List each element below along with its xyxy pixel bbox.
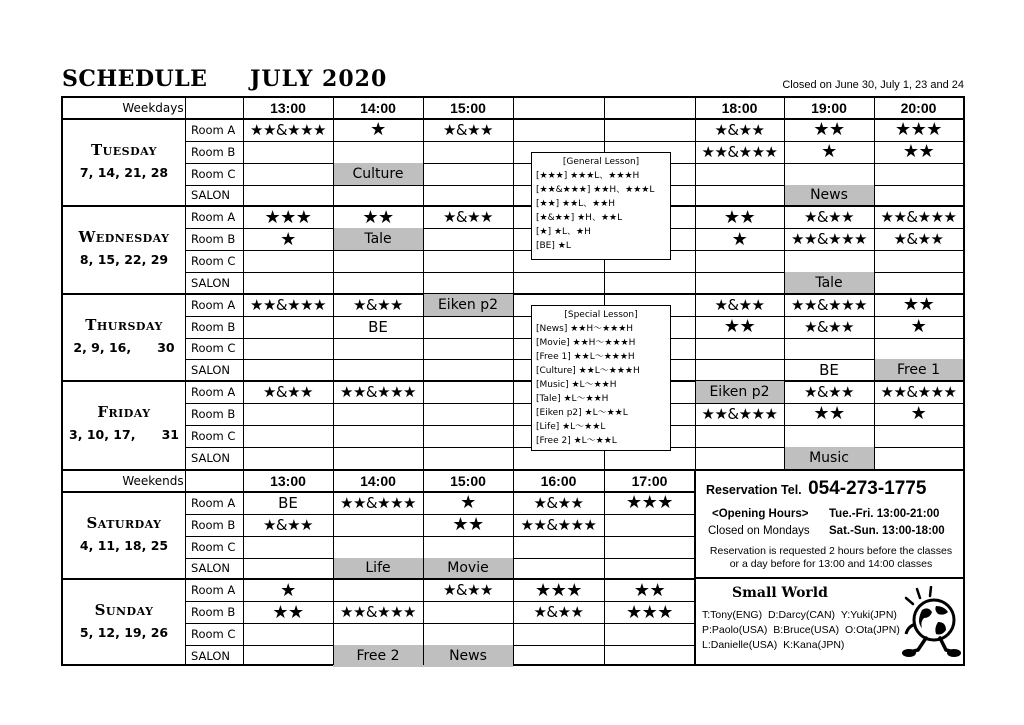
class-cell: Life [333,558,423,580]
legend-line: [★★★] ★★★L、★★★H [536,171,640,181]
weekday-hours: Tue.-Fri. 13:00-21:00 [829,508,940,520]
room-label: Room A [191,385,236,400]
room-label: Room B [191,232,236,247]
col-divider [695,97,697,469]
empty-cell [333,514,423,536]
teacher: P:Paolo(USA) [702,624,768,636]
legend-line: [Eiken p2] ★L～★★L [536,408,628,418]
day-dates: 5, 12, 19, 26 [79,625,169,641]
day-label [63,403,185,442]
class-cell: Eiken p2 [423,294,513,316]
day-name: Thursday [85,315,163,334]
panel-divider [695,577,963,580]
empty-cell [243,536,333,558]
empty-cell [874,425,963,447]
class-cell: ★★&★★★ [701,142,778,161]
room-label: SALON [191,275,231,290]
col-divider [243,470,245,665]
empty-cell [604,514,695,536]
legend-line: [Culture] ★★L～★★★H [536,366,640,376]
class-cell: ★&★★ [352,295,404,314]
legend-line: [Music] ★L～★★H [536,380,617,390]
empty-cell [784,338,874,360]
globe-mascot-icon [900,586,962,662]
class-cell: ★&★★ [262,515,314,534]
class-cell: ★★&★★★ [701,404,778,423]
class-cell: ★★&★★★ [791,230,867,249]
class-cell: ★★&★★★ [250,295,326,314]
closed-days-note: Closed on June 30, July 1, 23 and 24 [782,79,964,91]
empty-cell [243,316,333,338]
empty-cell [513,536,604,558]
empty-cell [874,185,963,207]
empty-cell [423,536,513,558]
class-cell: ★ [280,579,296,601]
reservation-label: Reservation Tel. [706,483,802,497]
room-label: Room A [191,122,236,137]
empty-cell [784,163,874,185]
empty-cell [423,601,513,623]
teacher: B:Bruce(USA) [773,624,840,636]
empty-cell [333,623,423,645]
empty-cell [604,119,695,141]
empty-cell [604,536,695,558]
empty-cell [243,447,333,469]
class-cell: ★★&★★★ [520,515,597,534]
class-cell: ★★★ [895,119,942,141]
time-header: 13:00 [270,99,306,116]
empty-cell [333,185,423,207]
class-cell: ★★ [633,579,666,601]
empty-cell [423,425,513,447]
empty-cell [874,272,963,294]
room-label: Room A [191,210,236,225]
col-divider [604,470,606,665]
empty-cell [604,558,695,580]
time-header: 16:00 [540,472,577,489]
room-label: Room C [191,428,236,443]
day-name: Saturday [86,514,162,532]
empty-cell [604,272,695,294]
teacher-row [702,624,900,636]
day-label [63,141,185,180]
reservation-note-2: or a day before for 13:00 and 14:00 classes [729,558,933,570]
class-cell: ★★ [813,403,845,425]
empty-cell [695,163,784,185]
class-cell: BE [368,317,388,336]
class-cell: BE [278,493,298,512]
class-cell: ★★&★★★ [880,208,957,227]
class-cell: ★ [460,492,476,514]
empty-cell [695,447,784,469]
time-header [604,97,695,118]
class-cell: ★★&★★★ [880,383,957,402]
room-label: Room B [191,144,236,159]
class-cell: ★★ [902,141,935,163]
empty-cell [243,272,333,294]
class-cell: ★&★★ [442,581,494,600]
empty-cell [695,338,784,360]
teacher: D:Darcy(CAN) [767,609,836,621]
reservation-line [706,478,962,500]
day-dates: 7, 14, 21, 28 [79,165,169,180]
class-cell: ★&★★ [442,120,494,139]
weekend-hours: Sat.-Sun. 13:00-18:00 [829,525,945,537]
row-divider [185,491,695,493]
day-name: Tuesday [91,141,157,159]
class-cell: ★ [731,228,748,250]
class-cell: Music [784,447,874,469]
empty-cell [243,338,333,360]
col-divider [185,470,187,665]
empty-cell [243,403,333,425]
general-lesson-legend [531,152,671,260]
class-cell: ★★&★★★ [340,603,416,622]
class-cell: ★&★★ [803,317,855,336]
class-cell: ★&★★ [803,208,855,227]
class-cell: ★★ [902,294,935,316]
room-label: Room B [191,406,236,421]
class-cell: ★★★ [264,206,312,228]
empty-cell [333,141,423,163]
empty-cell [333,447,423,469]
class-cell: ★&★★ [442,208,494,227]
empty-cell [423,185,513,207]
empty-cell [695,359,784,381]
col-divider [423,97,425,469]
empty-cell [423,272,513,294]
empty-cell [604,645,695,667]
empty-cell [695,425,784,447]
col-divider [333,97,335,469]
class-cell: ★★ [813,119,845,141]
empty-cell [333,272,423,294]
empty-cell [243,623,333,645]
empty-cell [423,447,513,469]
class-cell: ★★&★★★ [340,493,416,512]
room-label: SALON [191,648,231,663]
empty-cell [874,447,963,469]
class-cell: ★★&★★★ [791,295,867,314]
class-cell: ★★★ [626,492,673,514]
empty-cell [423,228,513,250]
class-cell: ★★&★★★ [250,120,326,139]
class-cell: Free 2 [333,645,423,667]
empty-cell [243,185,333,207]
teacher: K:Kana(JPN) [783,639,845,651]
class-cell: ★★★ [535,579,582,601]
room-label: Room B [191,319,236,334]
empty-cell [513,645,604,667]
class-cell: ★&★★ [533,493,584,512]
room-label: Room C [191,539,236,554]
class-cell: ★ [910,316,927,338]
day-dates: 4, 11, 18, 25 [79,538,169,553]
class-cell: ★&★★ [803,383,855,402]
day-dates: 2, 9, 16, 30 [73,339,175,355]
class-cell: ★&★★ [893,230,944,249]
special-lesson-legend [531,305,671,451]
day-name: Wednesday [78,228,170,247]
time-header: 13:00 [270,472,306,489]
room-label: SALON [191,188,231,203]
empty-cell [513,272,604,294]
class-cell: News [423,645,513,667]
room-label: Room A [191,297,236,312]
col-divider [784,97,786,469]
class-cell: ★&★★ [533,603,584,622]
general-lesson-title: [General Lesson] [562,157,640,167]
empty-cell [513,119,604,141]
day-label [63,601,185,640]
time-header: 15:00 [450,99,486,116]
class-cell: Tale [333,228,423,250]
class-cell: ★ [370,119,386,141]
legend-line: [★★&★★★] ★★H、★★★L [536,185,655,195]
class-cell: ★★&★★★ [340,383,416,402]
room-label: Room A [191,495,236,510]
time-header: 14:00 [360,472,396,489]
teacher: Y:Yuki(JPN) [840,609,897,621]
empty-cell [333,536,423,558]
school-name: Small World [732,585,828,601]
legend-line: [★★] ★★L、★★H [536,199,616,209]
col-divider [874,97,876,469]
class-cell: ★★★ [626,601,673,623]
opening-hours-title: <Opening Hours> [712,508,809,520]
legend-line: [★&★★] ★H、★★L [536,213,623,223]
empty-cell [513,558,604,580]
month-title: JULY 2020 [250,66,388,92]
time-header: 17:00 [631,472,668,489]
class-cell: ★ [821,141,837,163]
legend-line: [Movie] ★★H～★★★H [536,338,636,348]
col-divider [513,470,515,665]
empty-cell [423,338,513,360]
day-label [63,316,185,355]
class-cell: ★★ [723,206,756,228]
legend-line: [Free 2] ★L～★★L [536,436,617,446]
legend-line: [News] ★★H～★★★H [536,324,634,334]
empty-cell [513,623,604,645]
time-header: 15:00 [450,472,486,489]
class-cell: Culture [333,163,423,185]
empty-cell [243,425,333,447]
teacher: L:Danielle(USA) [702,639,778,651]
class-cell: BE [819,361,839,380]
empty-cell [423,141,513,163]
teacher-row [702,639,844,651]
empty-cell [333,250,423,272]
empty-cell [874,338,963,360]
class-cell: ★★ [723,316,756,338]
reservation-phone: 054-273-1775 [808,478,927,499]
page-title: SCHEDULE [62,66,208,92]
room-label: Room C [191,341,236,356]
empty-cell [333,338,423,360]
day-label [63,228,185,267]
class-cell: ★&★★ [714,120,765,139]
empty-cell [423,250,513,272]
class-cell: Free 1 [874,359,963,381]
empty-cell [423,403,513,425]
class-cell: ★ [280,228,296,250]
class-cell: ★★ [272,601,304,623]
teacher: O:Ota(JPN) [844,624,900,636]
class-cell: Eiken p2 [695,381,784,403]
day-dates: 3, 10, 17, 31 [69,427,179,443]
room-label: SALON [191,363,231,378]
legend-line: [Life] ★L～★★L [536,422,606,432]
empty-cell [243,645,333,667]
special-lesson-title: [Special Lesson] [564,310,638,320]
empty-cell [423,163,513,185]
day-name: Sunday [94,601,154,620]
class-cell: News [784,185,874,207]
empty-cell [695,272,784,294]
empty-cell [423,381,513,403]
empty-cell [333,403,423,425]
day-label [63,514,185,553]
weekday-header-label: Weekdays [122,100,184,115]
empty-cell [604,623,695,645]
empty-cell [333,425,423,447]
teacher: T:Tony(ENG) [702,609,763,621]
empty-cell [243,558,333,580]
teacher-row [702,609,897,621]
time-header: 20:00 [900,99,937,116]
room-label: Room C [191,627,236,642]
class-cell: ★&★★ [262,383,314,402]
empty-cell [423,359,513,381]
legend-line: [★] ★L、★H [536,227,591,237]
class-cell: ★&★★ [714,295,765,314]
class-cell: Tale [784,272,874,294]
col-divider [185,97,187,469]
closed-mondays: Closed on Mondays [708,525,810,537]
time-header: 18:00 [721,99,758,116]
room-label: SALON [191,450,231,465]
empty-cell [874,163,963,185]
day-name: Friday [97,403,151,422]
room-label: Room C [191,254,236,269]
room-label: Room C [191,166,236,181]
class-cell: ★★ [452,514,484,536]
room-label: SALON [191,561,231,576]
col-divider [333,470,335,665]
class-cell: Movie [423,558,513,580]
legend-line: [Free 1] ★★L～★★★H [536,352,635,362]
empty-cell [333,359,423,381]
legend-line: [Tale] ★L～★★H [536,394,609,404]
empty-cell [243,359,333,381]
legend-line: [BE] ★L [536,241,571,251]
col-divider [513,97,515,469]
empty-cell [333,579,423,601]
time-header [513,97,604,118]
col-divider [423,470,425,665]
panel-divider [694,470,697,665]
empty-cell [423,316,513,338]
room-label: Room A [191,583,236,598]
room-label: Room B [191,605,236,620]
weekend-header-label: Weekends [122,473,184,488]
time-header: 14:00 [360,99,396,116]
reservation-note-1: Reservation is requested 2 hours before the classes [709,545,953,557]
day-dates: 8, 15, 22, 29 [79,252,169,268]
class-cell: ★ [910,403,927,425]
empty-cell [243,163,333,185]
empty-cell [874,250,963,272]
empty-cell [695,185,784,207]
col-divider [243,97,245,469]
empty-cell [243,141,333,163]
empty-cell [243,250,333,272]
empty-cell [423,623,513,645]
time-header: 19:00 [811,99,847,116]
empty-cell [784,425,874,447]
room-label: Room B [191,517,236,532]
class-cell: ★★ [362,206,394,228]
empty-cell [695,250,784,272]
empty-cell [784,250,874,272]
